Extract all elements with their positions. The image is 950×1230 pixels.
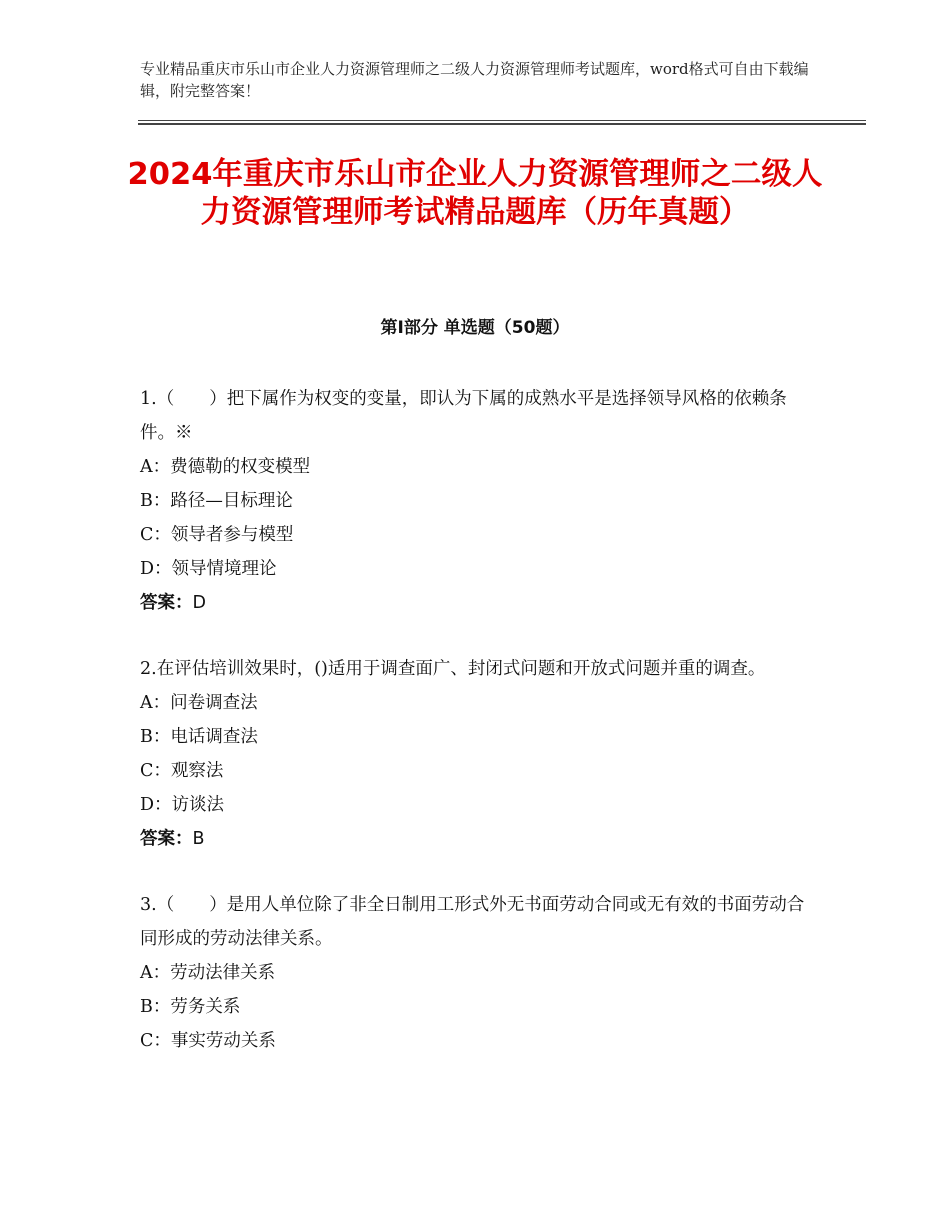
answer-value: B xyxy=(192,829,205,849)
header-note: 专业精品重庆市乐山市企业人力资源管理师之二级人力资源管理师考试题库，word格式可自由下载编辑，附完整答案！ xyxy=(140,60,809,100)
answer-value: D xyxy=(192,593,206,613)
option-c: C：事实劳动关系 xyxy=(140,1031,276,1051)
option-d: D：领导情境理论 xyxy=(140,559,277,579)
option-c: C：观察法 xyxy=(140,761,224,781)
answer-line xyxy=(140,586,820,620)
option-b: B：电话调查法 xyxy=(140,727,258,747)
option-b: B：劳务关系 xyxy=(140,997,241,1017)
answer-label: 答案： xyxy=(140,593,193,613)
question-2 xyxy=(140,652,820,856)
question-stem: 2.在评估培训效果时，()适用于调查面广、封闭式问题和开放式问题并重的调查。 xyxy=(140,659,766,679)
option-c: C：领导者参与模型 xyxy=(140,525,294,545)
option-d: D：访谈法 xyxy=(140,795,225,815)
option-b: B：路径—目标理论 xyxy=(140,491,293,511)
option-a: A：劳动法律关系 xyxy=(140,963,276,983)
question-list xyxy=(140,382,820,1090)
document-title: 2024年重庆市乐山市企业人力资源管理师之二级人力资源管理师考试精品题库（历年真题） xyxy=(127,157,823,230)
answer-label: 答案： xyxy=(140,829,193,849)
header-divider xyxy=(138,120,866,125)
answer-line xyxy=(140,822,820,856)
question-stem: 1.（ ）把下属作为权变的变量，即认为下属的成熟水平是选择领导风格的依赖条件。※ xyxy=(140,389,787,443)
question-3 xyxy=(140,888,820,1058)
section-heading: 第Ⅰ部分 单选题（50题） xyxy=(380,318,570,338)
question-1 xyxy=(140,382,820,620)
option-a: A：费德勒的权变模型 xyxy=(140,457,311,477)
option-a: A：问卷调查法 xyxy=(140,693,258,713)
question-stem: 3.（ ）是用人单位除了非全日制用工形式外无书面劳动合同或无有效的书面劳动合同形成的劳动法律关系。 xyxy=(140,895,805,949)
